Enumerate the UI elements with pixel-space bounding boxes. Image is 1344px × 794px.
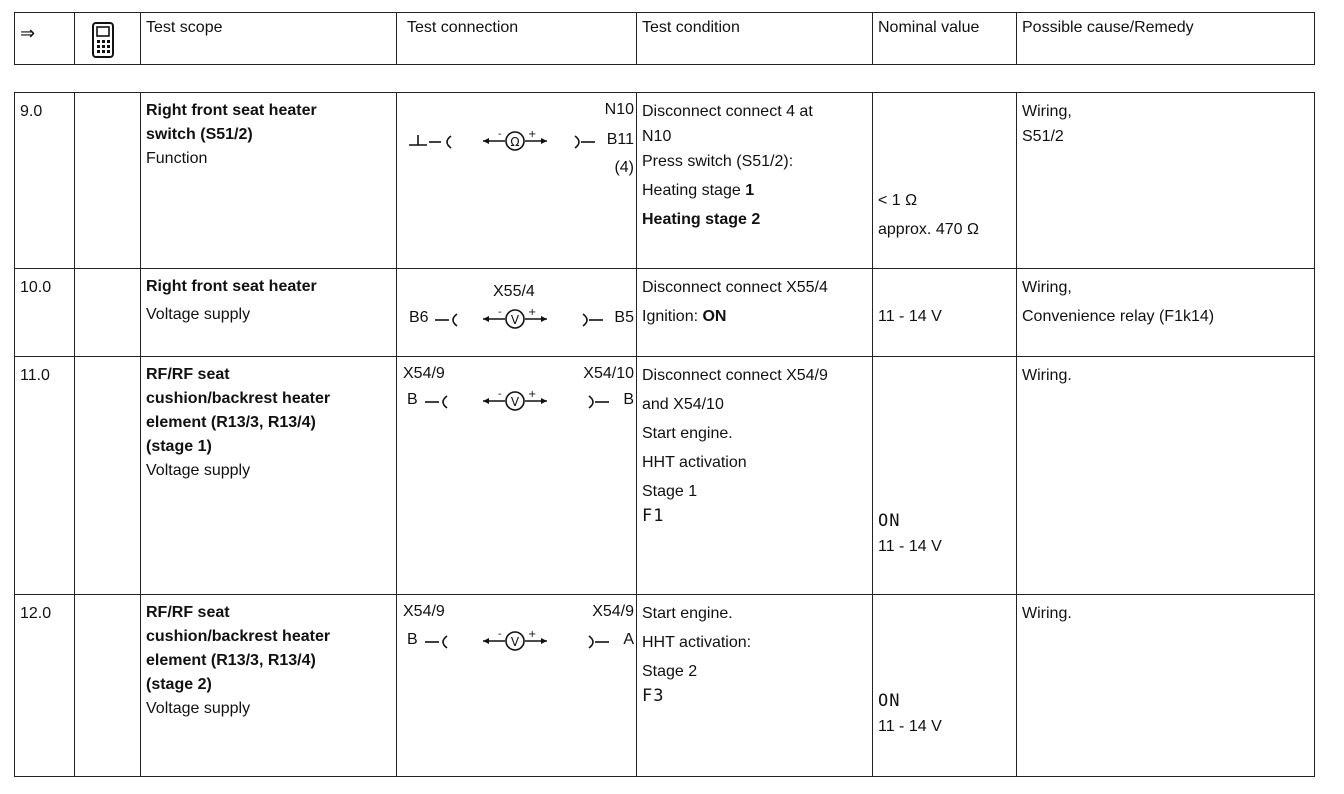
header-scope: Test scope [141, 13, 397, 65]
svg-text:+: + [528, 129, 537, 140]
test-connection [397, 357, 637, 595]
connector-label: X54/9 [592, 603, 634, 620]
step-number: 12.0 [15, 595, 75, 777]
svg-text:V: V [510, 635, 520, 649]
test-condition: Disconnect connect X54/9 and X54/10 Start engine. HHT activation Stage 1 F1 [637, 357, 873, 595]
test-scope: Right front seat heater switch (S51/2) Function [141, 93, 397, 269]
svg-text:-: - [498, 307, 502, 318]
header-table [14, 12, 1315, 65]
voltmeter-icon [481, 627, 551, 655]
table-row [15, 93, 1315, 269]
pin-label: B [407, 631, 418, 648]
header-nominal: Nominal value [873, 13, 1017, 65]
nominal-value: ON 11 - 14 V [873, 595, 1017, 777]
test-scope: RF/RF seat cushion/backrest heater element (R13/3, R13/4) (stage 1) Voltage supply [141, 357, 397, 595]
test-condition: Disconnect connect X55/4 Ignition: ON [637, 269, 873, 357]
connector-label: X54/9 [403, 603, 445, 620]
connector-symbol-icon [587, 391, 611, 413]
voltmeter-icon [481, 387, 551, 415]
svg-text:+: + [528, 629, 537, 640]
connector-label: X55/4 [493, 283, 535, 300]
possible-remedy: Wiring, S51/2 [1017, 93, 1315, 269]
header-tester-cell [75, 13, 141, 65]
pin-label: B5 [614, 309, 634, 326]
tester-cell [75, 93, 141, 269]
pin-sub-label: (4) [614, 159, 634, 176]
test-scope: Right front seat heater Voltage supply [141, 269, 397, 357]
pin-label: B6 [409, 309, 429, 326]
svg-text:-: - [498, 389, 502, 400]
tester-cell [75, 269, 141, 357]
display-code: F1 [642, 506, 665, 526]
test-condition: Start engine. HHT activation: Stage 2 F3 [637, 595, 873, 777]
nominal-value: 11 - 14 V [873, 269, 1017, 357]
table-row [15, 357, 1315, 595]
test-connection [397, 595, 637, 777]
connector-symbol-icon [423, 391, 453, 413]
test-connection [397, 269, 637, 357]
ohmmeter-icon [481, 127, 551, 155]
header-row [15, 13, 1315, 65]
connector-symbol-icon [433, 309, 463, 331]
table-row [15, 269, 1315, 357]
test-table [14, 92, 1315, 777]
svg-text:Ω: Ω [510, 135, 520, 149]
pin-label: A [623, 631, 634, 648]
svg-text:-: - [498, 129, 502, 140]
step-number: 9.0 [15, 93, 75, 269]
nominal-value: < 1 Ω approx. 470 Ω [873, 93, 1017, 269]
arrow-icon: ⇒ [20, 23, 36, 43]
display-code: F3 [642, 686, 665, 706]
svg-text:+: + [528, 389, 537, 400]
connector-label: X54/9 [403, 365, 445, 382]
svg-text:-: - [498, 629, 502, 640]
possible-remedy: Wiring. [1017, 595, 1315, 777]
step-number: 10.0 [15, 269, 75, 357]
header-arrow-cell [15, 13, 75, 65]
voltmeter-icon [481, 305, 551, 333]
connector-label: N10 [604, 101, 634, 118]
table-row [15, 595, 1315, 777]
header-connection: Test connection [397, 13, 637, 65]
display-status: ON [878, 691, 901, 711]
tester-cell [75, 595, 141, 777]
pin-label: B [407, 391, 418, 408]
test-scope: RF/RF seat cushion/backrest heater element (R13/3, R13/4) (stage 2) Voltage supply [141, 595, 397, 777]
tester-cell [75, 357, 141, 595]
connector-symbol-icon [587, 631, 611, 653]
step-number: 11.0 [15, 357, 75, 595]
test-condition: Disconnect connect 4 at N10 Press switch (S51/2): Heating stage 1 Heating stage 2 [637, 93, 873, 269]
connector-label: X54/10 [583, 365, 634, 382]
test-connection [397, 93, 637, 269]
connector-symbol-icon [423, 631, 453, 653]
connector-symbol-icon [573, 131, 597, 153]
pin-label: B [623, 391, 634, 408]
nominal-value: ON 11 - 14 V [873, 357, 1017, 595]
display-status: ON [878, 511, 901, 531]
header-condition: Test condition [637, 13, 873, 65]
ground-symbol-icon [405, 131, 465, 153]
pin-label: B11 [606, 131, 634, 148]
connector-symbol-icon [581, 309, 605, 331]
svg-text:V: V [510, 395, 520, 409]
handheld-tester-icon [89, 21, 119, 61]
header-remedy: Possible cause/Remedy [1017, 13, 1315, 65]
svg-text:+: + [528, 307, 537, 318]
possible-remedy: Wiring, Convenience relay (F1k14) [1017, 269, 1315, 357]
svg-text:V: V [510, 313, 520, 327]
possible-remedy: Wiring. [1017, 357, 1315, 595]
